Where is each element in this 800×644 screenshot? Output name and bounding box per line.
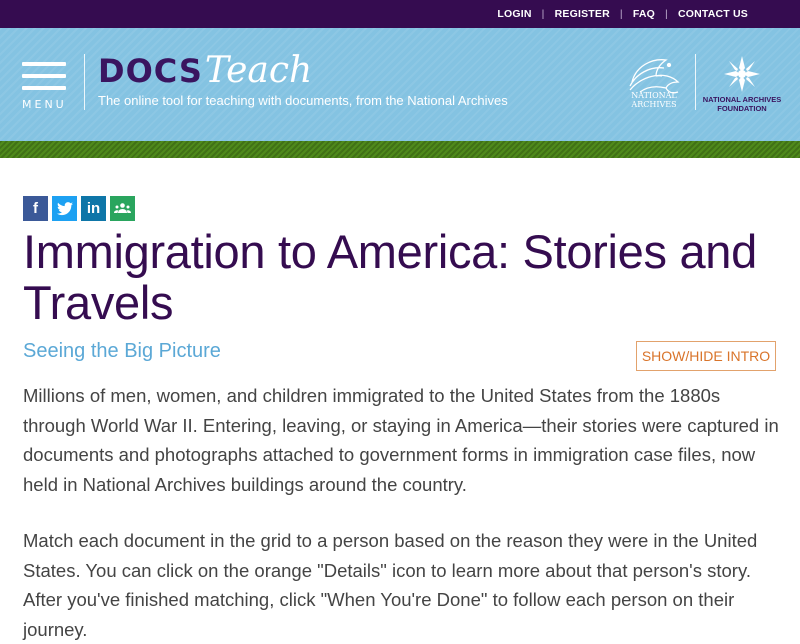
- intro-paragraph: Millions of men, women, and children immigrated to the United States from the 1880s through World War II. Entering, leaving, or staying in America—their stories were captured in documents and photographs attached to government forms in immigration case files, now held in National Archives buildings around the country.: [23, 385, 779, 495]
- naf-line1: NATIONAL ARCHIVES: [702, 95, 782, 104]
- classroom-icon[interactable]: [110, 196, 135, 221]
- classroom-people-icon: [114, 202, 131, 215]
- nav-separator: |: [665, 8, 668, 20]
- social-share-bar: [23, 196, 135, 221]
- instructions-paragraph: Match each document in the grid to a person based on the reason they were in the United States. You can click on the orange "Details" icon to learn more about that person's story. After you've finished matching, click "When You're Done" to follow each person on their journey.: [23, 530, 758, 640]
- logo-docs-text: DOCS: [98, 52, 203, 90]
- page-title: Immigration to America: Stories and Travels: [23, 225, 757, 329]
- header-divider: [84, 54, 85, 110]
- top-utility-bar: [0, 0, 800, 28]
- site-tagline: The online tool for teaching with documents, from the National Archives: [98, 93, 508, 108]
- naf-line2: FOUNDATION: [717, 104, 767, 113]
- na-line2: ARCHIVES: [631, 100, 677, 109]
- header-divider: [695, 54, 696, 110]
- facebook-icon[interactable]: f: [23, 196, 48, 221]
- twitter-bird-icon: [57, 202, 73, 216]
- utility-nav: [487, 0, 758, 28]
- logo-teach-text: Teach: [204, 50, 313, 91]
- contact-us-link[interactable]: CONTACT US: [677, 8, 748, 20]
- site-header: [0, 28, 800, 141]
- hamburger-icon-bar: [22, 86, 66, 90]
- foundation-label: [700, 95, 784, 113]
- register-link[interactable]: REGISTER: [554, 8, 610, 20]
- login-link[interactable]: LOGIN: [497, 8, 532, 20]
- menu-label: MENU: [22, 98, 67, 111]
- national-archives-label: [622, 91, 686, 109]
- faq-link[interactable]: FAQ: [632, 8, 655, 20]
- page-subtitle: Seeing the Big Picture: [23, 340, 221, 362]
- twitter-icon[interactable]: [52, 196, 77, 221]
- foundation-star-icon[interactable]: [722, 54, 762, 94]
- nav-separator: |: [541, 8, 545, 20]
- nav-separator: |: [619, 8, 623, 20]
- decorative-green-bar: [0, 141, 800, 158]
- menu-button[interactable]: [22, 60, 70, 110]
- hamburger-icon: [22, 62, 66, 66]
- linkedin-icon[interactable]: in: [81, 196, 106, 221]
- docsteach-logo[interactable]: [98, 50, 312, 92]
- hamburger-icon-bar: [22, 74, 66, 78]
- show-hide-intro-button[interactable]: SHOW/HIDE INTRO: [636, 341, 776, 371]
- na-line1: NATIONAL: [631, 91, 677, 100]
